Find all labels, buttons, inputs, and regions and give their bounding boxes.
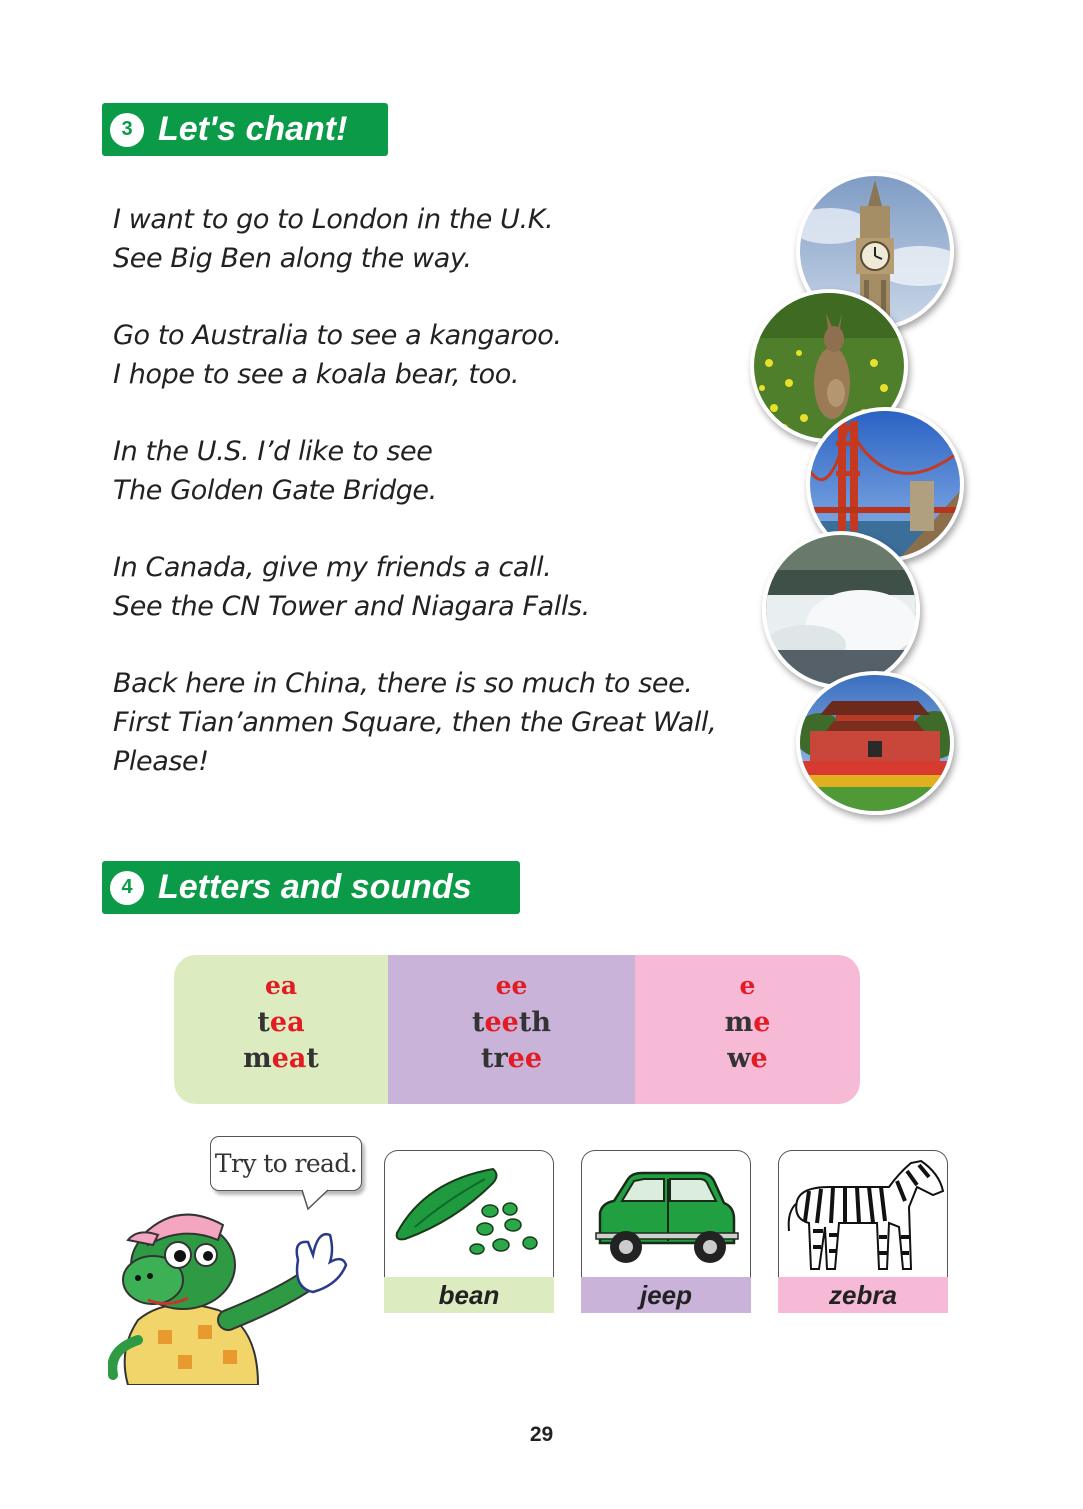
niagara-falls-photo [762,531,920,689]
peapod-icon [385,1151,553,1279]
sound-column-ee [388,955,635,1104]
chant-line: See the CN Tower and Niagara Falls. [113,591,590,622]
sound-word: me [724,1007,771,1038]
car-icon [582,1151,750,1279]
sound-word: tree [480,1043,543,1074]
word-card-jeep [581,1150,751,1313]
word-card-bean [384,1150,554,1313]
stanza [113,664,753,781]
section-4-header [102,861,520,914]
stanza [113,432,753,510]
sound-word: meat [243,1043,319,1074]
sound-column-e [635,955,860,1104]
chant-line: See Big Ben along the way. [113,243,472,274]
letters-sounds-table [174,955,860,1104]
sound-head: ea [264,971,298,1000]
chant-line: I hope to see a koala bear, too. [113,359,520,390]
section-title: Let's chant! [158,110,348,148]
card-label: zebra [778,1277,948,1313]
sound-head: ee [495,971,528,1000]
sound-head: e [739,971,756,1000]
chant-line: In Canada, give my friends a call. [113,552,552,583]
card-frame [384,1150,554,1281]
card-frame [581,1150,751,1281]
chant-line: Please! [113,746,209,777]
sound-word: we [727,1043,768,1074]
chant-line: In the U.S. I’d like to see [113,436,433,467]
section-number-badge: 3 [110,113,144,147]
stanza [113,548,753,626]
stanza [113,316,753,394]
mascot-illustration [108,1200,353,1385]
chant-line: First Tian’anmen Square, then the Great Wall, [113,707,717,738]
speech-bubble-tail [300,1189,332,1211]
section-number-badge: 4 [110,871,144,905]
word-card-zebra [778,1150,948,1313]
sound-column-ea [174,955,388,1104]
card-label: bean [384,1277,554,1313]
sound-word: teeth [472,1007,551,1038]
chant-line: Back here in China, there is so much to see. [113,668,693,699]
card-frame [778,1150,948,1281]
chant-line: The Golden Gate Bridge. [113,475,437,506]
zebra-icon [779,1151,947,1279]
chant-line: I want to go to London in the U.K. [113,204,554,235]
section-title: Letters and sounds [158,868,472,906]
sound-word: tea [257,1007,305,1038]
section-3-header [102,103,388,156]
chant-line: Go to Australia to see a kangaroo. [113,320,562,351]
card-label: jeep [581,1277,751,1313]
page-number: 29 [529,1423,554,1446]
tiananmen-photo [796,671,954,815]
stanza [113,200,753,278]
chant-text [113,200,753,819]
speech-bubble: Try to read. [210,1136,362,1191]
